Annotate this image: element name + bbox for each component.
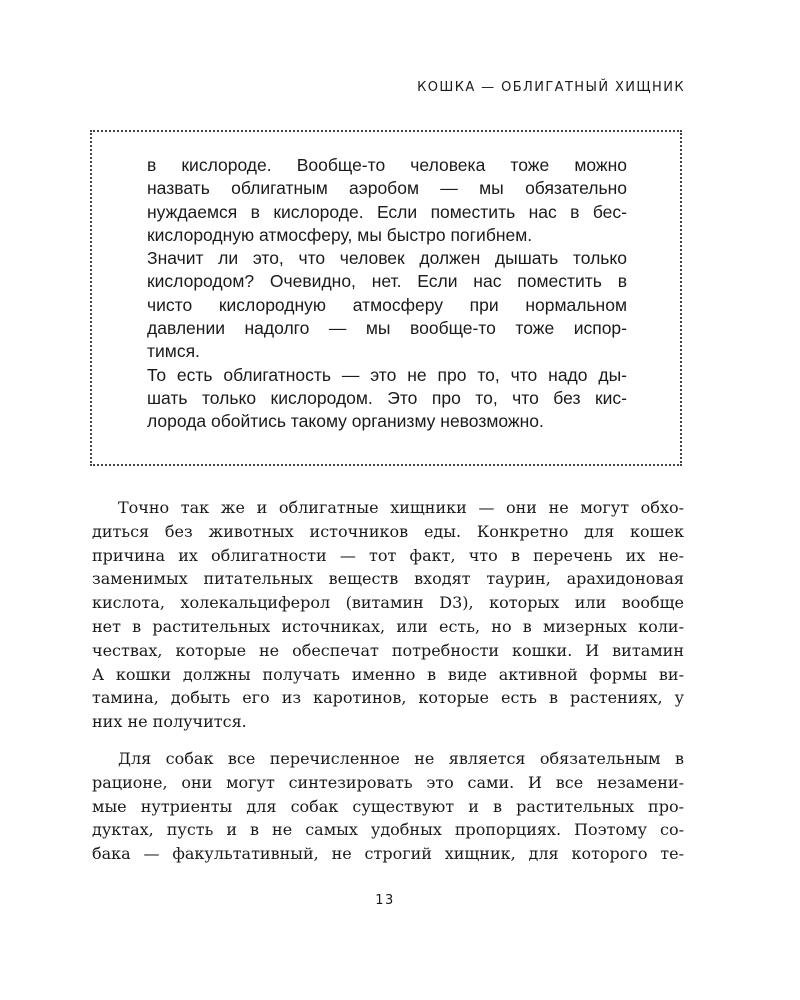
box-line: назвать облигатным аэробом — мы обязательно (147, 178, 627, 199)
paragraph-line: них не получится. (92, 712, 247, 732)
paragraph-line: Точно так же и облигатные хищники — они не могут обхо- (118, 498, 684, 517)
box-line: Значит ли это, что человек должен дышать только (147, 248, 627, 269)
box-line: шать только кислородом. Это про то, что без кис- (147, 387, 627, 408)
box-line: нуждаемся в кислороде. Если поместить нас в бес- (147, 201, 627, 222)
box-line: тимся. (147, 341, 200, 362)
page-number: 13 (375, 893, 395, 908)
running-header: КОШКА — ОБЛИГАТНЫЙ ХИЩНИК (417, 80, 685, 95)
paragraph-line: диться без животных источников еды. Конкретно для кошек (92, 521, 684, 541)
paragraph-line: Для собак все перечисленное не является обязательным в (118, 749, 684, 768)
box-line: кислородом? Очевидно, нет. Если нас поместить в (147, 271, 627, 292)
paragraph-line: рационе, они могут синтезировать это сами. И все незамени- (92, 772, 684, 792)
paragraph-line: мые нутриенты для собак существуют и в растительных про- (92, 796, 684, 816)
box-line: лорода обойтись такому организму невозможно. (147, 411, 544, 432)
paragraph-line: заменимых питательных веществ входят таурин, арахидоновая (92, 569, 684, 589)
paragraph-line: нет в растительных источниках, или есть, но в мизерных коли- (92, 616, 684, 636)
box-line: давлении надолго — мы вообще-то тоже испор- (147, 318, 627, 339)
paragraph-line: А кошки должны получать именно в виде активной формы ви- (92, 664, 684, 684)
paragraph-line: кислота, холекальциферол (витамин D3), которых или вообще (92, 593, 684, 613)
sidebar-box (90, 130, 682, 466)
paragraph-line: чествах, которые не обеспечат потребности кошки. И витамин (92, 640, 684, 660)
sidebar-box-text (147, 154, 627, 434)
box-line: чисто кислородную атмосферу при нормальном (147, 294, 627, 315)
paragraph-line: дуктах, пусть и в не самых удобных пропорциях. Поэтому со- (92, 820, 684, 840)
paragraph-line: причина их облигатности — тот факт, что в перечень их не- (92, 545, 684, 565)
paragraph-line: тамина, добыть его из каротинов, которые есть в растениях, у (92, 688, 684, 708)
body-paragraph-1 (92, 496, 684, 734)
box-line: То есть облигатность — это не про то, что надо ды- (147, 364, 627, 385)
paragraph-line: бака — факультативный, не строгий хищник, для которого те- (92, 844, 684, 864)
box-line: кислородную атмосферу, мы быстро погибнем. (147, 224, 533, 245)
body-paragraph-2 (92, 747, 684, 866)
box-line: в кислороде. Вообще-то человека тоже можно (147, 155, 627, 175)
